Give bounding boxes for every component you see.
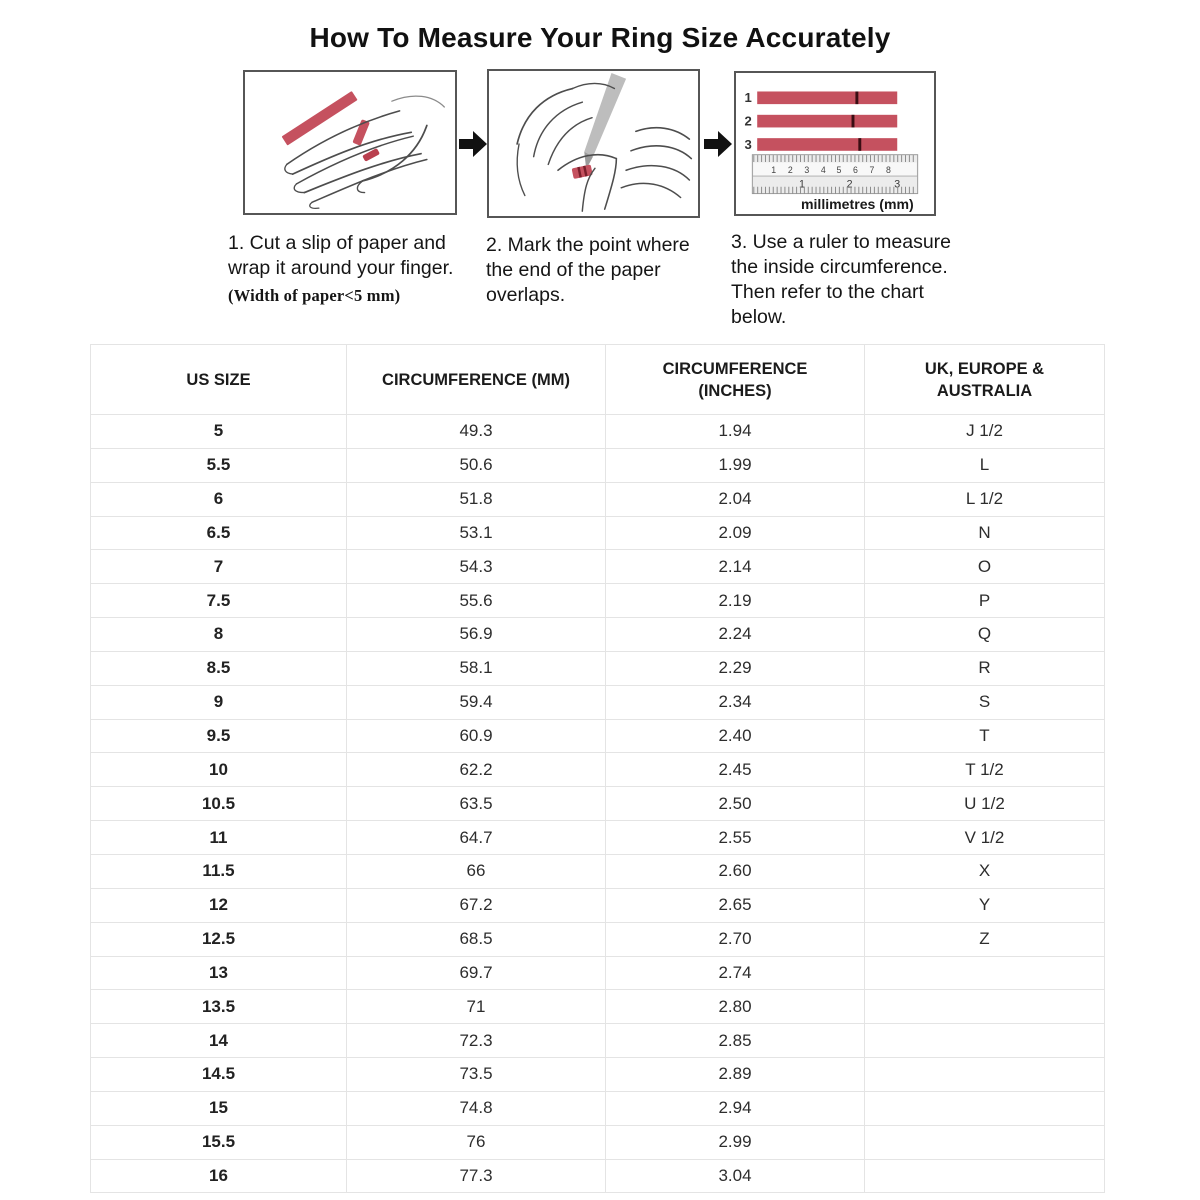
cell-us-size: 13 xyxy=(91,956,347,990)
cell-circumference-inches: 2.50 xyxy=(606,787,865,821)
ruler-unit-label: millimetres (mm) xyxy=(800,196,914,213)
cell-uk-europe-australia xyxy=(865,1058,1105,1092)
ruler-cm-number: 7 xyxy=(869,165,875,176)
ruler-icon xyxy=(752,155,917,194)
cell-circumference-inches: 2.80 xyxy=(606,990,865,1024)
paper-strip-icon xyxy=(282,91,358,146)
cell-circumference-inches: 2.19 xyxy=(606,584,865,618)
cell-circumference-mm: 54.3 xyxy=(347,550,606,584)
ring-size-chart-table xyxy=(90,344,1105,1193)
ruler-cm-number: 6 xyxy=(852,165,858,176)
page-title: How To Measure Your Ring Size Accurately xyxy=(309,22,891,53)
paper-strip-icon xyxy=(757,115,897,128)
cell-uk-europe-australia xyxy=(865,956,1105,990)
ruler-cm-number: 4 xyxy=(820,165,826,176)
step1-caption-text: 1. Cut a slip of paper and wrap it around your finger. xyxy=(228,232,454,279)
cell-us-size: 5.5 xyxy=(91,448,347,482)
cell-circumference-mm: 71 xyxy=(347,990,606,1024)
header-us-size: US SIZE xyxy=(91,345,347,415)
table-row xyxy=(91,584,1105,618)
ruler-cm-number: 8 xyxy=(886,165,891,176)
table-row xyxy=(91,753,1105,787)
cell-uk-europe-australia: T xyxy=(865,719,1105,753)
table-row xyxy=(91,482,1105,516)
cell-circumference-inches: 2.85 xyxy=(606,1024,865,1058)
ruler-cm-number: 1 xyxy=(771,165,777,176)
cell-circumference-mm: 66 xyxy=(347,854,606,888)
cell-uk-europe-australia: V 1/2 xyxy=(865,821,1105,855)
cell-us-size: 9.5 xyxy=(91,719,347,753)
cell-circumference-mm: 67.2 xyxy=(347,888,606,922)
step2-caption xyxy=(486,233,704,308)
cell-us-size: 15 xyxy=(91,1091,347,1125)
cell-uk-europe-australia: Z xyxy=(865,922,1105,956)
table-row xyxy=(91,685,1105,719)
cell-circumference-mm: 73.5 xyxy=(347,1058,606,1092)
cell-circumference-inches: 2.55 xyxy=(606,821,865,855)
finger-mark-icon xyxy=(362,148,380,162)
cell-us-size: 16 xyxy=(91,1159,347,1193)
cell-circumference-mm: 74.8 xyxy=(347,1091,606,1125)
table-row xyxy=(91,1058,1105,1092)
cell-uk-europe-australia xyxy=(865,1091,1105,1125)
cell-circumference-inches: 2.09 xyxy=(606,516,865,550)
cell-circumference-mm: 62.2 xyxy=(347,753,606,787)
cell-us-size: 6.5 xyxy=(91,516,347,550)
cell-circumference-inches: 2.45 xyxy=(606,753,865,787)
cell-us-size: 12.5 xyxy=(91,922,347,956)
overlap-mark-icon xyxy=(855,91,858,104)
ruler-cm-number: 5 xyxy=(836,165,842,176)
cell-us-size: 8 xyxy=(91,618,347,652)
strip-number-label: 2 xyxy=(744,113,752,129)
cell-circumference-inches: 2.14 xyxy=(606,550,865,584)
table-row xyxy=(91,990,1105,1024)
cell-us-size: 12 xyxy=(91,888,347,922)
cell-circumference-inches: 2.70 xyxy=(606,922,865,956)
ruler-measurement-illustration xyxy=(736,73,934,214)
header-circumference-mm: CIRCUMFERENCE (MM) xyxy=(347,345,606,415)
cell-uk-europe-australia xyxy=(865,1159,1105,1193)
hand-with-paper-illustration xyxy=(245,72,455,213)
cell-uk-europe-australia xyxy=(865,1125,1105,1159)
table-row xyxy=(91,415,1105,449)
cell-circumference-inches: 2.24 xyxy=(606,618,865,652)
finger-band-icon xyxy=(352,119,370,146)
step2-caption-text: 2. Mark the point where the end of the paper overlaps. xyxy=(486,234,690,306)
cell-circumference-mm: 58.1 xyxy=(347,651,606,685)
cell-us-size: 7 xyxy=(91,550,347,584)
cell-circumference-mm: 49.3 xyxy=(347,415,606,449)
step3-caption xyxy=(731,230,965,330)
cell-circumference-mm: 51.8 xyxy=(347,482,606,516)
cell-circumference-inches: 2.29 xyxy=(606,651,865,685)
table-row xyxy=(91,618,1105,652)
overlap-mark-icon xyxy=(852,115,855,128)
cell-uk-europe-australia: S xyxy=(865,685,1105,719)
cell-uk-europe-australia: L xyxy=(865,448,1105,482)
paper-width-note: (Width of paper<5 mm) xyxy=(228,286,401,305)
cell-us-size: 7.5 xyxy=(91,584,347,618)
cell-circumference-inches: 2.74 xyxy=(606,956,865,990)
cell-circumference-mm: 68.5 xyxy=(347,922,606,956)
table-row xyxy=(91,821,1105,855)
arrow-right-icon xyxy=(459,131,487,157)
cell-circumference-mm: 72.3 xyxy=(347,1024,606,1058)
cell-uk-europe-australia xyxy=(865,1024,1105,1058)
cell-us-size: 6 xyxy=(91,482,347,516)
cell-uk-europe-australia: N xyxy=(865,516,1105,550)
header-uk-europe-australia: UK, EUROPE & AUSTRALIA xyxy=(865,345,1105,415)
cell-circumference-mm: 63.5 xyxy=(347,787,606,821)
cell-uk-europe-australia: P xyxy=(865,584,1105,618)
hand-sketch-lines xyxy=(285,96,444,208)
cell-us-size: 5 xyxy=(91,415,347,449)
cell-us-size: 8.5 xyxy=(91,651,347,685)
cell-circumference-inches: 2.89 xyxy=(606,1058,865,1092)
ruler-inch-number: 1 xyxy=(798,178,805,191)
strip-number-label: 1 xyxy=(744,90,752,106)
table-row xyxy=(91,516,1105,550)
cell-us-size: 10 xyxy=(91,753,347,787)
step1-caption xyxy=(228,231,480,308)
cell-uk-europe-australia: Y xyxy=(865,888,1105,922)
strip-number-label: 3 xyxy=(744,136,752,152)
marking-pencil-illustration xyxy=(489,71,698,216)
cell-circumference-mm: 69.7 xyxy=(347,956,606,990)
paper-strip-icon xyxy=(757,138,897,151)
overlap-mark-icon xyxy=(858,138,861,151)
cell-us-size: 15.5 xyxy=(91,1125,347,1159)
cell-circumference-inches: 3.04 xyxy=(606,1159,865,1193)
cell-circumference-inches: 2.99 xyxy=(606,1125,865,1159)
cell-circumference-inches: 1.99 xyxy=(606,448,865,482)
ruler-cm-number: 3 xyxy=(804,165,810,176)
cell-uk-europe-australia: T 1/2 xyxy=(865,753,1105,787)
cell-us-size: 14.5 xyxy=(91,1058,347,1092)
table-row xyxy=(91,854,1105,888)
cell-circumference-mm: 55.6 xyxy=(347,584,606,618)
cell-uk-europe-australia: X xyxy=(865,854,1105,888)
cell-uk-europe-australia: R xyxy=(865,651,1105,685)
table-row xyxy=(91,1024,1105,1058)
step2-illustration-panel xyxy=(487,69,700,218)
table-row xyxy=(91,888,1105,922)
table-row xyxy=(91,550,1105,584)
step3-caption-text: 3. Use a ruler to measure the inside circumference. Then refer to the chart below. xyxy=(731,231,952,328)
cell-circumference-inches: 2.60 xyxy=(606,854,865,888)
cell-circumference-mm: 53.1 xyxy=(347,516,606,550)
table-row xyxy=(91,1125,1105,1159)
ruler-cm-number: 2 xyxy=(787,165,793,176)
table-row xyxy=(91,651,1105,685)
cell-us-size: 11 xyxy=(91,821,347,855)
cell-us-size: 14 xyxy=(91,1024,347,1058)
size-table-body xyxy=(91,415,1105,1193)
table-row xyxy=(91,956,1105,990)
cell-us-size: 13.5 xyxy=(91,990,347,1024)
cell-circumference-inches: 2.04 xyxy=(606,482,865,516)
cell-uk-europe-australia xyxy=(865,990,1105,1024)
cell-circumference-mm: 76 xyxy=(347,1125,606,1159)
cell-circumference-inches: 1.94 xyxy=(606,415,865,449)
arrow-right-icon xyxy=(704,131,732,157)
table-row xyxy=(91,1159,1105,1193)
cell-circumference-inches: 2.34 xyxy=(606,685,865,719)
table-row xyxy=(91,719,1105,753)
cell-uk-europe-australia: O xyxy=(865,550,1105,584)
cell-us-size: 11.5 xyxy=(91,854,347,888)
table-header-row xyxy=(91,345,1105,415)
cell-circumference-mm: 77.3 xyxy=(347,1159,606,1193)
step1-illustration-panel xyxy=(243,70,457,215)
header-circumference-inches: CIRCUMFERENCE (INCHES) xyxy=(606,345,865,415)
table-row xyxy=(91,922,1105,956)
ruler-inch-number: 3 xyxy=(894,178,901,191)
cell-circumference-inches: 2.40 xyxy=(606,719,865,753)
cell-uk-europe-australia: J 1/2 xyxy=(865,415,1105,449)
cell-uk-europe-australia: L 1/2 xyxy=(865,482,1105,516)
table-row xyxy=(91,787,1105,821)
cell-circumference-mm: 50.6 xyxy=(347,448,606,482)
cell-us-size: 9 xyxy=(91,685,347,719)
cell-circumference-mm: 59.4 xyxy=(347,685,606,719)
cell-circumference-mm: 56.9 xyxy=(347,618,606,652)
cell-circumference-inches: 2.94 xyxy=(606,1091,865,1125)
cell-uk-europe-australia: U 1/2 xyxy=(865,787,1105,821)
cell-us-size: 10.5 xyxy=(91,787,347,821)
pencil-icon xyxy=(584,73,626,157)
step3-illustration-panel xyxy=(734,71,936,216)
cell-circumference-mm: 60.9 xyxy=(347,719,606,753)
ruler-inch-number: 2 xyxy=(846,178,853,191)
cell-uk-europe-australia: Q xyxy=(865,618,1105,652)
cell-circumference-mm: 64.7 xyxy=(347,821,606,855)
cell-circumference-inches: 2.65 xyxy=(606,888,865,922)
paper-strip-icon xyxy=(757,91,897,104)
table-row xyxy=(91,448,1105,482)
table-row xyxy=(91,1091,1105,1125)
